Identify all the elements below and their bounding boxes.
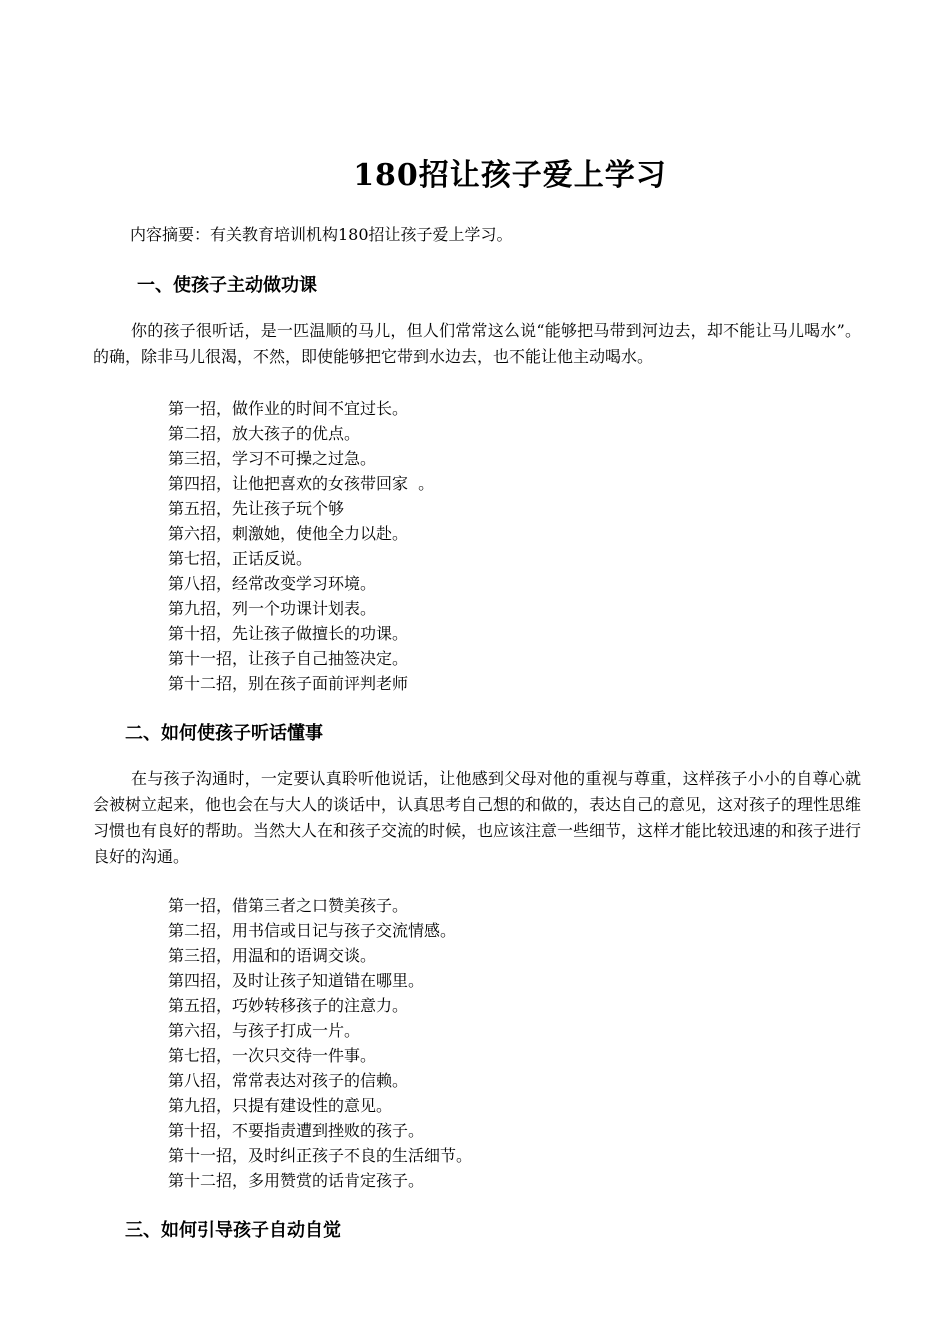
list-item: 第六招，刺激她，使他全力以赴。 — [168, 524, 409, 543]
section-heading-3: 三、如何引导孩子自动自觉 — [125, 1220, 341, 1241]
list-item: 第十二招，多用赞赏的话肯定孩子。 — [168, 1171, 425, 1190]
list-item: 第六招，与孩子打成一片。 — [168, 1021, 361, 1040]
list-item: 第七招，正话反说。 — [168, 549, 313, 568]
list-item: 第八招，常常表达对孩子的信赖。 — [168, 1071, 409, 1090]
section-paragraph-1: 你的孩子很听话，是一匹温顺的马儿，但人们常常这么说“能够把马带到河边去，却不能让马儿喝水”。的确，除非马儿很渴，不然，即使能够把它带到水边去，也不能让他主动喝水。 — [93, 321, 861, 366]
list-item: 第二招，用书信或日记与孩子交流情感。 — [168, 921, 457, 940]
list-item: 第四招，及时让孩子知道错在哪里。 — [168, 971, 425, 990]
list-item: 第十二招，别在孩子面前评判老师 — [168, 674, 409, 693]
list-item: 第一招，借第三者之口赞美孩子。 — [168, 896, 409, 915]
list-item: 第二招，放大孩子的优点。 — [168, 424, 361, 443]
content-summary: 内容摘要：有关教育培训机构180招让孩子爱上学习。 — [130, 225, 513, 244]
list-item: 第九招，列一个功课计划表。 — [168, 599, 377, 618]
section-paragraph-2: 在与孩子沟通时，一定要认真聆听他说话，让他感到父母对他的重视与尊重，这样孩子小小的自尊心就会被树立起来，他也会在与大人的谈话中，认真思考自己想的和做的，表达自己的意见，这对孩子的理性思维习惯也有良好的帮助。当然大人在和孩子交流的时候，也应该注意一些细节，这样才能比较迅速的和孩子进行良好的沟通。 — [93, 769, 862, 866]
list-item: 第一招，做作业的时间不宜过长。 — [168, 399, 409, 418]
list-item: 第三招，学习不可操之过急。 — [168, 449, 377, 468]
list-item: 第十一招，让孩子自己抽签决定。 — [168, 649, 409, 668]
list-item: 第十招，先让孩子做擅长的功课。 — [168, 624, 409, 643]
list-item: 第五招，先让孩子玩个够 — [168, 499, 345, 518]
list-item: 第五招，巧妙转移孩子的注意力。 — [168, 996, 409, 1015]
tips-list-1 — [168, 396, 434, 696]
list-item: 第七招，一次只交待一件事。 — [168, 1046, 377, 1065]
list-item: 第三招，用温和的语调交谈。 — [168, 946, 377, 965]
list-item: 第九招，只提有建设性的意见。 — [168, 1096, 393, 1115]
list-item: 第四招，让他把喜欢的女孩带回家 。 — [168, 474, 435, 493]
list-item: 第十一招，及时纠正孩子不良的生活细节。 — [168, 1146, 473, 1165]
list-item: 第十招，不要指责遭到挫败的孩子。 — [168, 1121, 425, 1140]
list-item: 第八招，经常改变学习环境。 — [168, 574, 377, 593]
document-title: 180招让孩子爱上学习 — [353, 158, 667, 193]
section-heading-1: 一、使孩子主动做功课 — [137, 275, 317, 296]
tips-list-2 — [168, 893, 472, 1193]
section-heading-2: 二、如何使孩子听话懂事 — [125, 723, 323, 744]
